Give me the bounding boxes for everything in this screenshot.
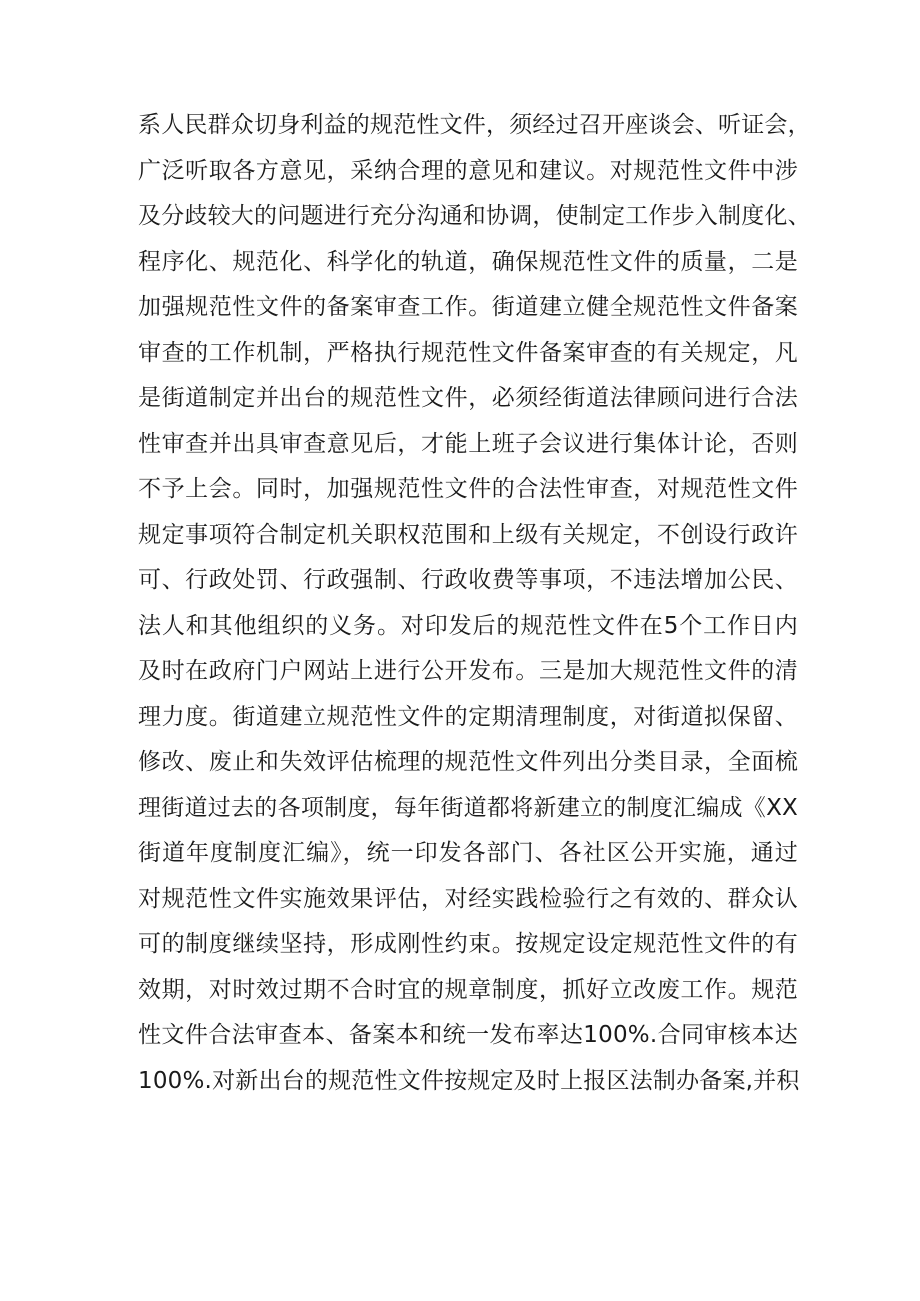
text-line: 广泛听取各方意见，采纳合理的意见和建议。对规范性文件中涉 bbox=[138, 157, 798, 184]
text-line: 系人民群众切身利益的规范性文件，须经过召开座谈会、听证会， bbox=[138, 112, 811, 138]
text-line: 程序化、规范化、科学化的轨道，确保规范性文件的质量，二是 bbox=[138, 248, 798, 275]
text-line: 修改、废止和失效评估梳理的规范性文件列出分类目录，全面梳 bbox=[138, 749, 798, 775]
text-line: 理力度。街道建立规范性文件的定期清理制度，对街道拟保留、 bbox=[138, 703, 798, 730]
text-line: 效期，对时效过期不合时宜的规章制度，抓好立改废工作。规范 bbox=[138, 976, 798, 1003]
text-line: 不予上会。同时，加强规范性文件的合法性审查，对规范性文件 bbox=[138, 476, 798, 502]
text-line: 理街道过去的各项制度，每年街道都将新建立的制度汇编成《XX bbox=[138, 794, 798, 821]
text-line: 审查的工作机制，严格执行规范性文件备案审查的有关规定，凡 bbox=[138, 339, 798, 366]
text-line: 加强规范性文件的备案审查工作。街道建立健全规范性文件备案 bbox=[138, 294, 798, 320]
text-line: 100%.对新出台的规范性文件按规定及时上报区法制办备案,并积 bbox=[138, 1067, 800, 1094]
text-line: 是街道制定并出台的规范性文件，必须经街道法律顾问进行合法 bbox=[138, 385, 798, 411]
body-text bbox=[138, 103, 811, 1104]
text-line: 性文件合法审查本、备案本和统一发布率达100%.合同审核本达 bbox=[138, 1022, 798, 1048]
text-line: 性审查并出具审查意见后，才能上班子会议进行集体计论，否则 bbox=[138, 430, 798, 457]
text-line: 及分歧较大的问题进行充分沟通和协调，使制定工作步入制度化、 bbox=[138, 203, 811, 229]
text-line: 及时在政府门户网站上进行公开发布。三是加大规范性文件的清 bbox=[138, 658, 798, 684]
text-line: 对规范性文件实施效果评估，对经实践检验行之有效的、群众认 bbox=[138, 885, 798, 912]
text-line: 可、行政处罚、行政强制、行政收费等事项，不违法增加公民、 bbox=[138, 567, 798, 593]
text-line: 法人和其他组织的义务。对印发后的规范性文件在5个工作日内 bbox=[138, 612, 798, 639]
text-line: 规定事项符合制定机关职权范围和上级有关规定，不创设行政许 bbox=[138, 521, 798, 548]
text-line: 可的制度继续坚持，形成刚性约束。按规定设定规范性文件的有 bbox=[138, 931, 798, 957]
text-line: 街道年度制度汇编》，统一印发各部门、各社区公开实施，通过 bbox=[138, 840, 798, 866]
